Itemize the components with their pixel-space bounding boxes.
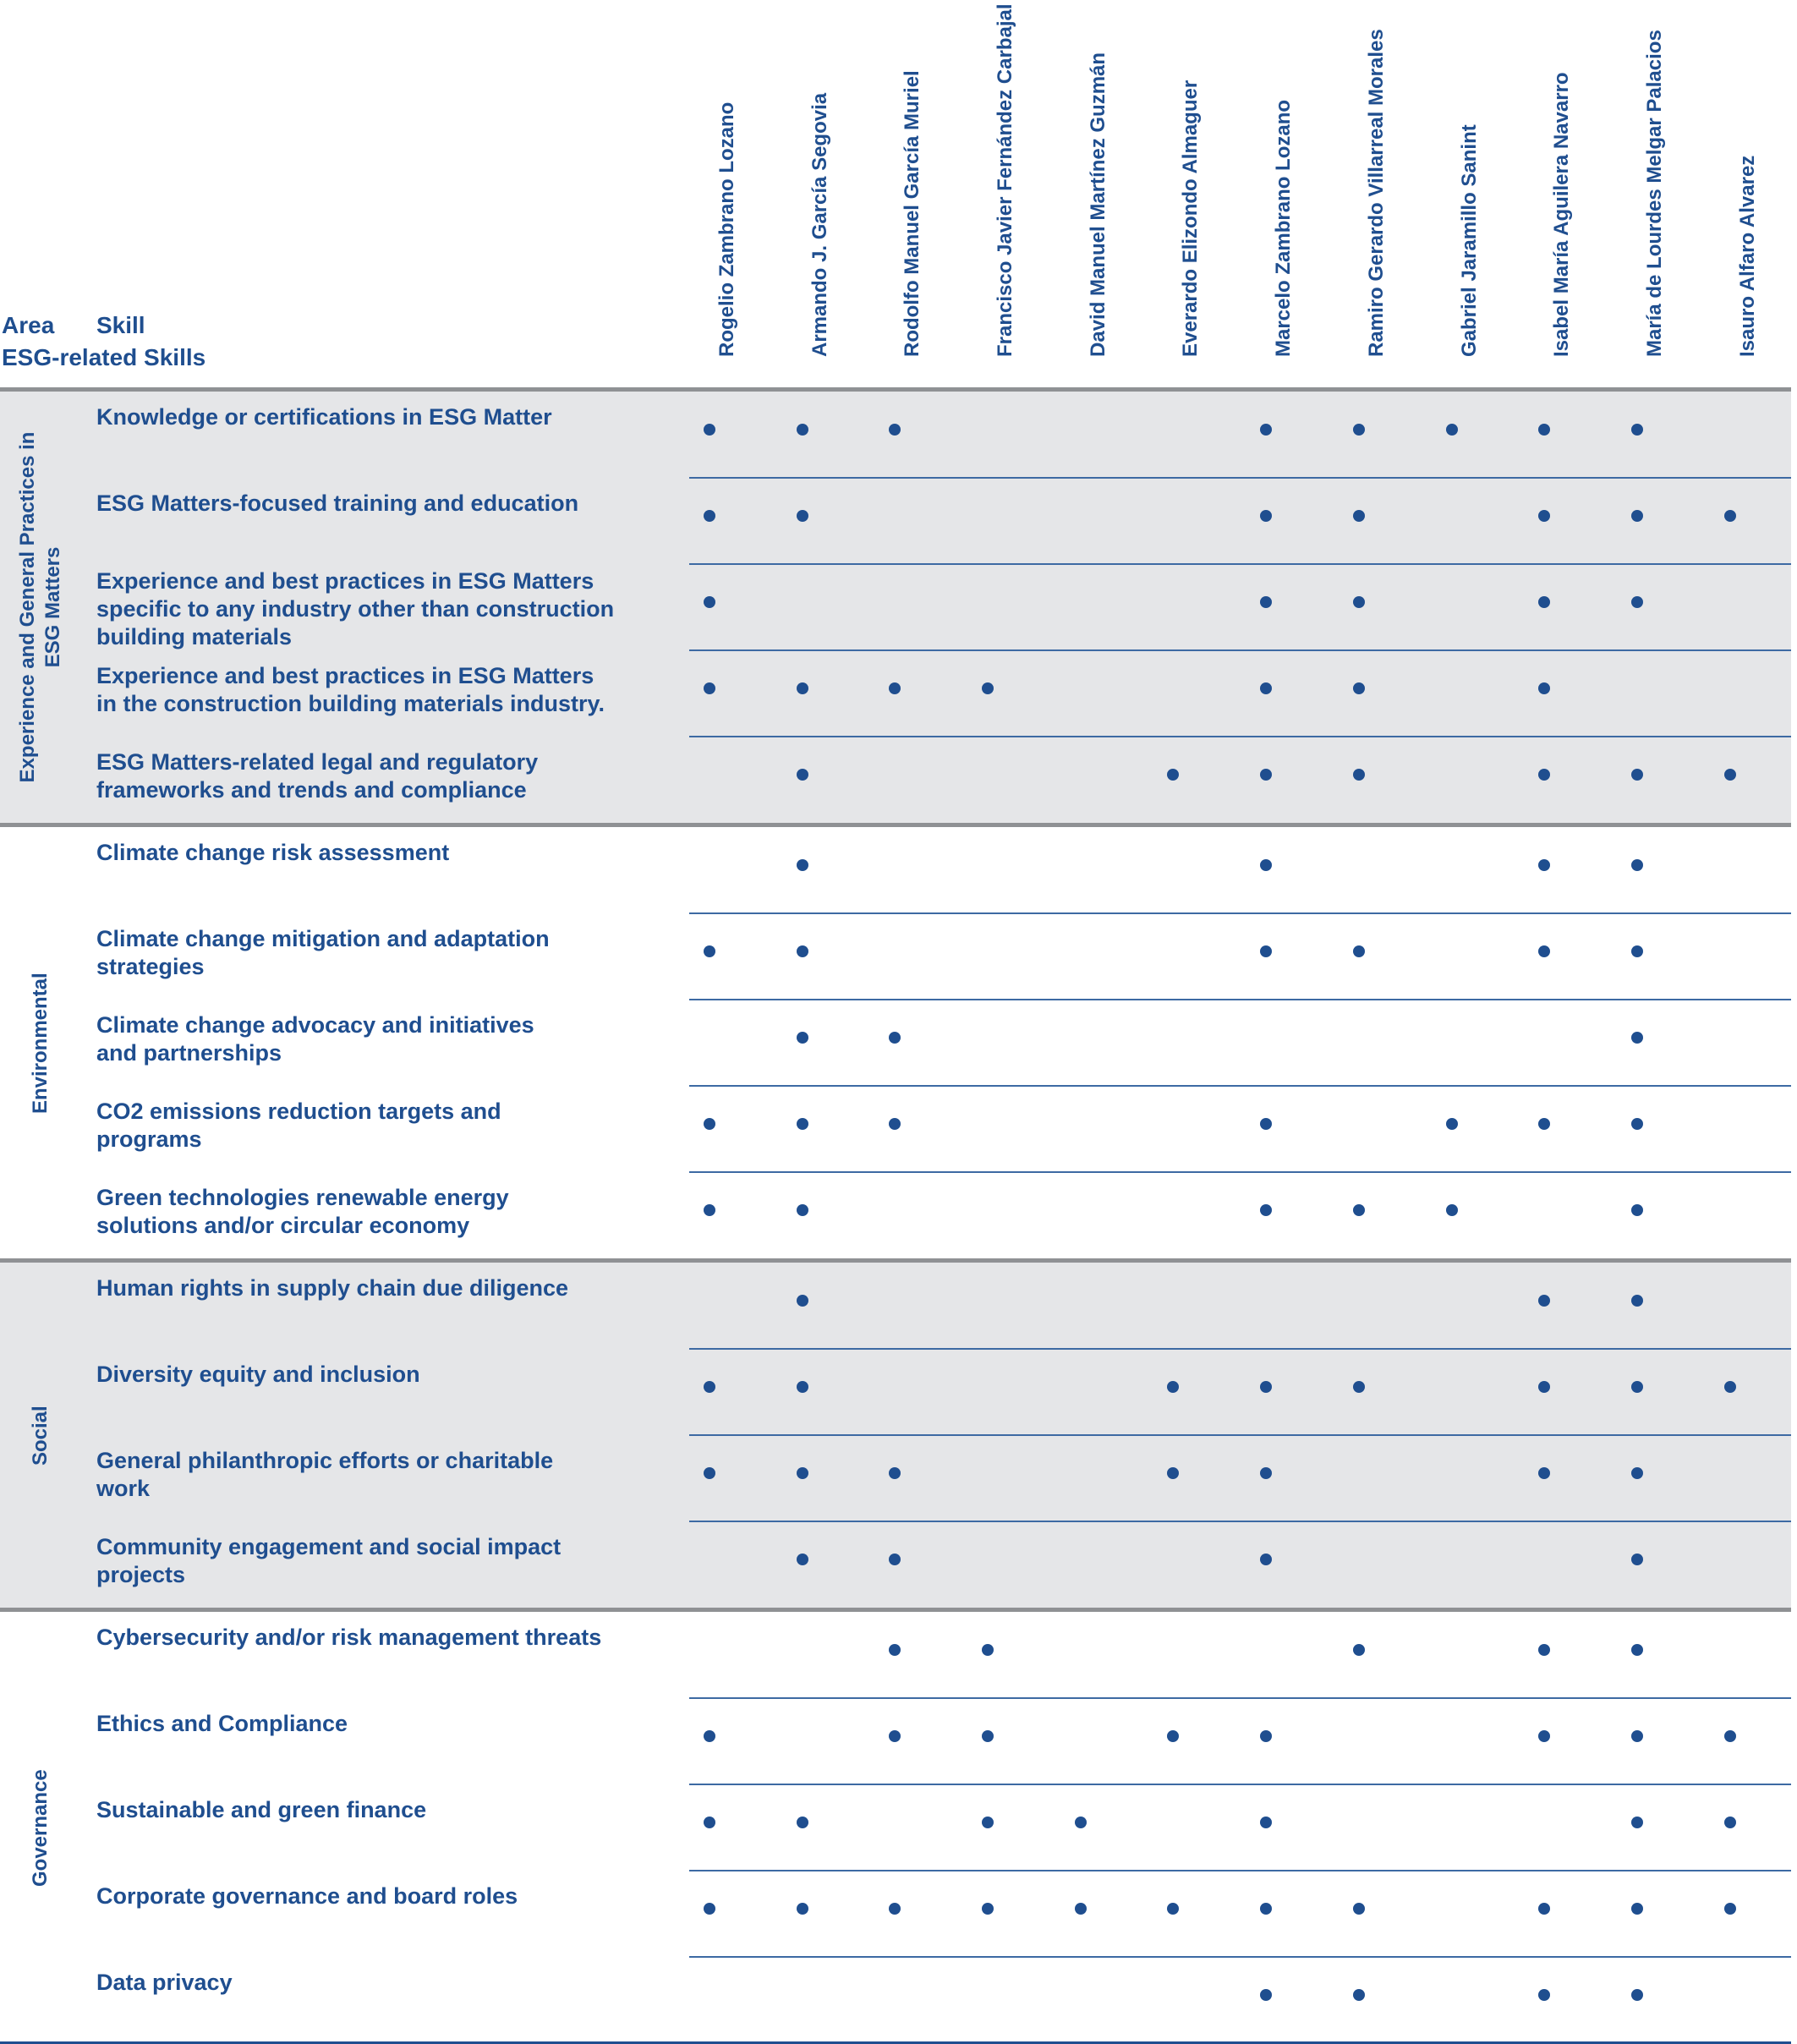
skill-mark-dot — [797, 1467, 808, 1479]
skill-mark-dot — [797, 682, 808, 694]
area-label: Governance — [29, 1768, 52, 1887]
skill-mark-dot — [982, 1903, 994, 1915]
skill-mark-dot — [797, 1295, 808, 1307]
skill-label: Community engagement and social impact projects — [96, 1534, 562, 1587]
area-label: Experience and General Practices in ESG Matters — [16, 431, 64, 783]
skill-label: Corporate governance and board roles — [96, 1883, 518, 1909]
member-name: María de Lourdes Melgar Palacios — [1643, 30, 1666, 357]
skill-mark-dot — [1446, 1118, 1458, 1130]
skill-label: Human rights in supply chain due diligence — [96, 1275, 569, 1301]
member-name: Isabel María Aguilera Navarro — [1550, 72, 1573, 357]
skill-mark-dot — [1353, 1903, 1365, 1915]
skill-mark-dot — [889, 1118, 901, 1130]
skill-mark-dot — [1538, 1644, 1550, 1656]
skill-mark-dot — [1260, 945, 1272, 957]
skill-mark-dot — [1631, 510, 1643, 522]
skill-mark-dot — [1631, 424, 1643, 436]
area-label: Social — [29, 1405, 52, 1466]
row-divider — [689, 1434, 1791, 1436]
skill-mark-dot — [1260, 1118, 1272, 1130]
skill-mark-dot — [1538, 1730, 1550, 1742]
skill-mark-dot — [982, 1730, 994, 1742]
skill-mark-dot — [1260, 769, 1272, 781]
skill-mark-dot — [1538, 859, 1550, 871]
row-divider — [689, 999, 1791, 1000]
skill-mark-dot — [797, 1032, 808, 1044]
skill-mark-dot — [1353, 1381, 1365, 1393]
skill-mark-dot — [1538, 510, 1550, 522]
skill-mark-dot — [1631, 1903, 1643, 1915]
skill-mark-dot — [1260, 424, 1272, 436]
skill-mark-dot — [1538, 1381, 1550, 1393]
row-divider — [689, 563, 1791, 565]
skill-mark-dot — [1260, 1903, 1272, 1915]
skill-mark-dot — [1631, 1554, 1643, 1565]
member-name: Marcelo Zambrano Lozano — [1272, 99, 1295, 357]
skill-mark-dot — [1631, 1032, 1643, 1044]
skill-mark-dot — [1631, 1381, 1643, 1393]
skill-mark-dot — [1631, 1644, 1643, 1656]
member-column-header — [1440, 0, 1481, 379]
skill-label: General philanthropic efforts or charitable work — [96, 1448, 554, 1501]
skill-mark-dot — [889, 1032, 901, 1044]
skill-mark-dot — [889, 1903, 901, 1915]
row-divider — [689, 1784, 1791, 1785]
skill-mark-dot — [704, 682, 715, 694]
matrix-subtitle: ESG-related Skills — [2, 344, 206, 370]
member-column-header — [1161, 0, 1202, 379]
skill-mark-dot — [704, 1204, 715, 1216]
skill-mark-dot — [1353, 510, 1365, 522]
skill-mark-dot — [704, 1381, 715, 1393]
skill-mark-dot — [982, 1644, 994, 1656]
member-column-header — [1254, 0, 1295, 379]
skill-mark-dot — [1631, 1989, 1643, 2001]
skill-mark-dot — [797, 1204, 808, 1216]
skill-mark-dot — [797, 1118, 808, 1130]
member-column-header — [1532, 0, 1573, 379]
skill-mark-dot — [1167, 1381, 1179, 1393]
skill-mark-dot — [1631, 596, 1643, 608]
row-divider — [689, 1085, 1791, 1087]
skill-mark-dot — [704, 945, 715, 957]
skill-mark-dot — [1538, 945, 1550, 957]
skill-mark-dot — [704, 1817, 715, 1828]
row-divider — [689, 1697, 1791, 1699]
skill-mark-dot — [1631, 769, 1643, 781]
skill-mark-dot — [1075, 1817, 1087, 1828]
row-divider — [689, 1521, 1791, 1522]
skill-mark-dot — [1538, 682, 1550, 694]
skill-mark-dot — [1260, 1554, 1272, 1565]
member-name: Rodolfo Manuel García Muriel — [901, 70, 923, 357]
skill-mark-dot — [1631, 1295, 1643, 1307]
skill-label: Ethics and Compliance — [96, 1711, 348, 1736]
skill-mark-dot — [1724, 1903, 1736, 1915]
skill-mark-dot — [797, 424, 808, 436]
member-name: Francisco Javier Fernández Carbajal — [994, 3, 1016, 357]
skill-label: Experience and best practices in ESG Matters in the construction building materials industry. — [96, 663, 605, 716]
skill-mark-dot — [1167, 1730, 1179, 1742]
member-name: Isauro Alfaro Alvarez — [1736, 155, 1759, 357]
skill-label: Sustainable and green finance — [96, 1797, 427, 1822]
skill-mark-dot — [1538, 424, 1550, 436]
skill-label: Cybersecurity and/or risk management threats — [96, 1625, 602, 1650]
skill-mark-dot — [1631, 1204, 1643, 1216]
skill-mark-dot — [797, 1381, 808, 1393]
skill-label: Knowledge or certifications in ESG Matter — [96, 404, 552, 430]
skill-mark-dot — [1075, 1903, 1087, 1915]
row-divider — [689, 1348, 1791, 1350]
skill-mark-dot — [1353, 682, 1365, 694]
skill-mark-dot — [1353, 424, 1365, 436]
skill-mark-dot — [797, 769, 808, 781]
skill-mark-dot — [797, 1817, 808, 1828]
skill-mark-dot — [1724, 769, 1736, 781]
member-name: Ramiro Gerardo Villarreal Morales — [1365, 29, 1388, 357]
skill-mark-dot — [1538, 596, 1550, 608]
skill-mark-dot — [797, 859, 808, 871]
area-label: Environmental — [29, 972, 52, 1114]
skill-mark-dot — [1724, 1381, 1736, 1393]
skill-mark-dot — [1538, 1295, 1550, 1307]
skill-label: Diversity equity and inclusion — [96, 1362, 420, 1387]
skill-label: CO2 emissions reduction targets and programs — [96, 1099, 501, 1152]
skill-label: Data privacy — [96, 1970, 233, 1995]
row-divider — [689, 477, 1791, 479]
skill-mark-dot — [1538, 769, 1550, 781]
row-divider — [689, 736, 1791, 737]
skill-mark-dot — [704, 424, 715, 436]
skill-mark-dot — [1260, 1204, 1272, 1216]
skill-mark-dot — [797, 945, 808, 957]
row-divider — [689, 1171, 1791, 1173]
skill-mark-dot — [1353, 769, 1365, 781]
skill-mark-dot — [1353, 1204, 1365, 1216]
skill-mark-dot — [704, 1730, 715, 1742]
skill-mark-dot — [1538, 1903, 1550, 1915]
row-divider — [689, 1870, 1791, 1871]
member-column-header — [791, 0, 831, 379]
row-divider — [689, 649, 1791, 651]
skill-mark-dot — [1260, 682, 1272, 694]
skill-mark-dot — [1260, 1817, 1272, 1828]
area-column-header: Area — [2, 312, 55, 338]
member-column-header — [976, 0, 1016, 379]
skill-mark-dot — [704, 510, 715, 522]
skill-mark-dot — [1167, 1467, 1179, 1479]
skill-label: Green technologies renewable energy solutions and/or circular economy — [96, 1185, 509, 1238]
skill-mark-dot — [1538, 1118, 1550, 1130]
skill-mark-dot — [889, 1730, 901, 1742]
member-name: David Manuel Martínez Guzmán — [1087, 52, 1109, 357]
member-name: Everardo Elizondo Almaguer — [1179, 79, 1202, 357]
skill-mark-dot — [1631, 945, 1643, 957]
skill-mark-dot — [1631, 1817, 1643, 1828]
skill-mark-dot — [982, 1817, 994, 1828]
skill-mark-dot — [1446, 1204, 1458, 1216]
skill-mark-dot — [1260, 1381, 1272, 1393]
skill-mark-dot — [1353, 1644, 1365, 1656]
skill-mark-dot — [889, 682, 901, 694]
skill-label: Climate change mitigation and adaptation strategies — [96, 926, 550, 979]
member-name: Rogelio Zambrano Lozano — [715, 101, 738, 357]
skill-mark-dot — [1631, 1730, 1643, 1742]
member-column-header — [1718, 0, 1759, 379]
skill-mark-dot — [1724, 1730, 1736, 1742]
skill-mark-dot — [704, 1903, 715, 1915]
skill-mark-dot — [704, 1467, 715, 1479]
skill-mark-dot — [1260, 1989, 1272, 2001]
skill-mark-dot — [1538, 1989, 1550, 2001]
skill-mark-dot — [704, 596, 715, 608]
skill-mark-dot — [889, 1644, 901, 1656]
member-column-header — [1625, 0, 1666, 379]
skill-mark-dot — [797, 1903, 808, 1915]
skill-mark-dot — [1631, 1467, 1643, 1479]
skill-mark-dot — [1260, 596, 1272, 608]
skill-mark-dot — [1260, 1467, 1272, 1479]
skill-mark-dot — [1260, 510, 1272, 522]
member-column-header — [883, 0, 923, 379]
skill-mark-dot — [797, 510, 808, 522]
skill-mark-dot — [1446, 424, 1458, 436]
skill-mark-dot — [1167, 1903, 1179, 1915]
skill-mark-dot — [1353, 1989, 1365, 2001]
skill-mark-dot — [1538, 1467, 1550, 1479]
skill-label: Experience and best practices in ESG Matters specific to any industry other than construction building materials — [96, 568, 615, 649]
member-column-header — [698, 0, 738, 379]
skill-mark-dot — [1353, 596, 1365, 608]
skill-mark-dot — [797, 1554, 808, 1565]
skill-mark-dot — [889, 1554, 901, 1565]
skill-label: Climate change risk assessment — [96, 840, 450, 865]
member-name: Armando J. García Segovia — [808, 92, 831, 357]
skill-mark-dot — [1167, 769, 1179, 781]
skill-mark-dot — [1260, 859, 1272, 871]
member-column-header — [1347, 0, 1388, 379]
skill-mark-dot — [1631, 859, 1643, 871]
skill-mark-dot — [889, 424, 901, 436]
skill-mark-dot — [704, 1118, 715, 1130]
member-column-header — [1069, 0, 1109, 379]
row-divider — [689, 912, 1791, 914]
row-divider — [689, 1956, 1791, 1958]
skill-mark-dot — [1353, 945, 1365, 957]
skill-label: ESG Matters-focused training and education — [96, 490, 579, 516]
skill-column-header: Skill — [96, 312, 145, 338]
skill-mark-dot — [889, 1467, 901, 1479]
skill-mark-dot — [982, 682, 994, 694]
skill-label: Climate change advocacy and initiatives and partnerships — [96, 1012, 534, 1066]
skill-mark-dot — [1260, 1730, 1272, 1742]
skill-mark-dot — [1631, 1118, 1643, 1130]
skill-mark-dot — [1724, 1817, 1736, 1828]
member-name: Gabriel Jaramillo Sanint — [1458, 124, 1481, 357]
skill-mark-dot — [1724, 510, 1736, 522]
skill-label: ESG Matters-related legal and regulatory frameworks and trends and compliance — [96, 749, 539, 803]
